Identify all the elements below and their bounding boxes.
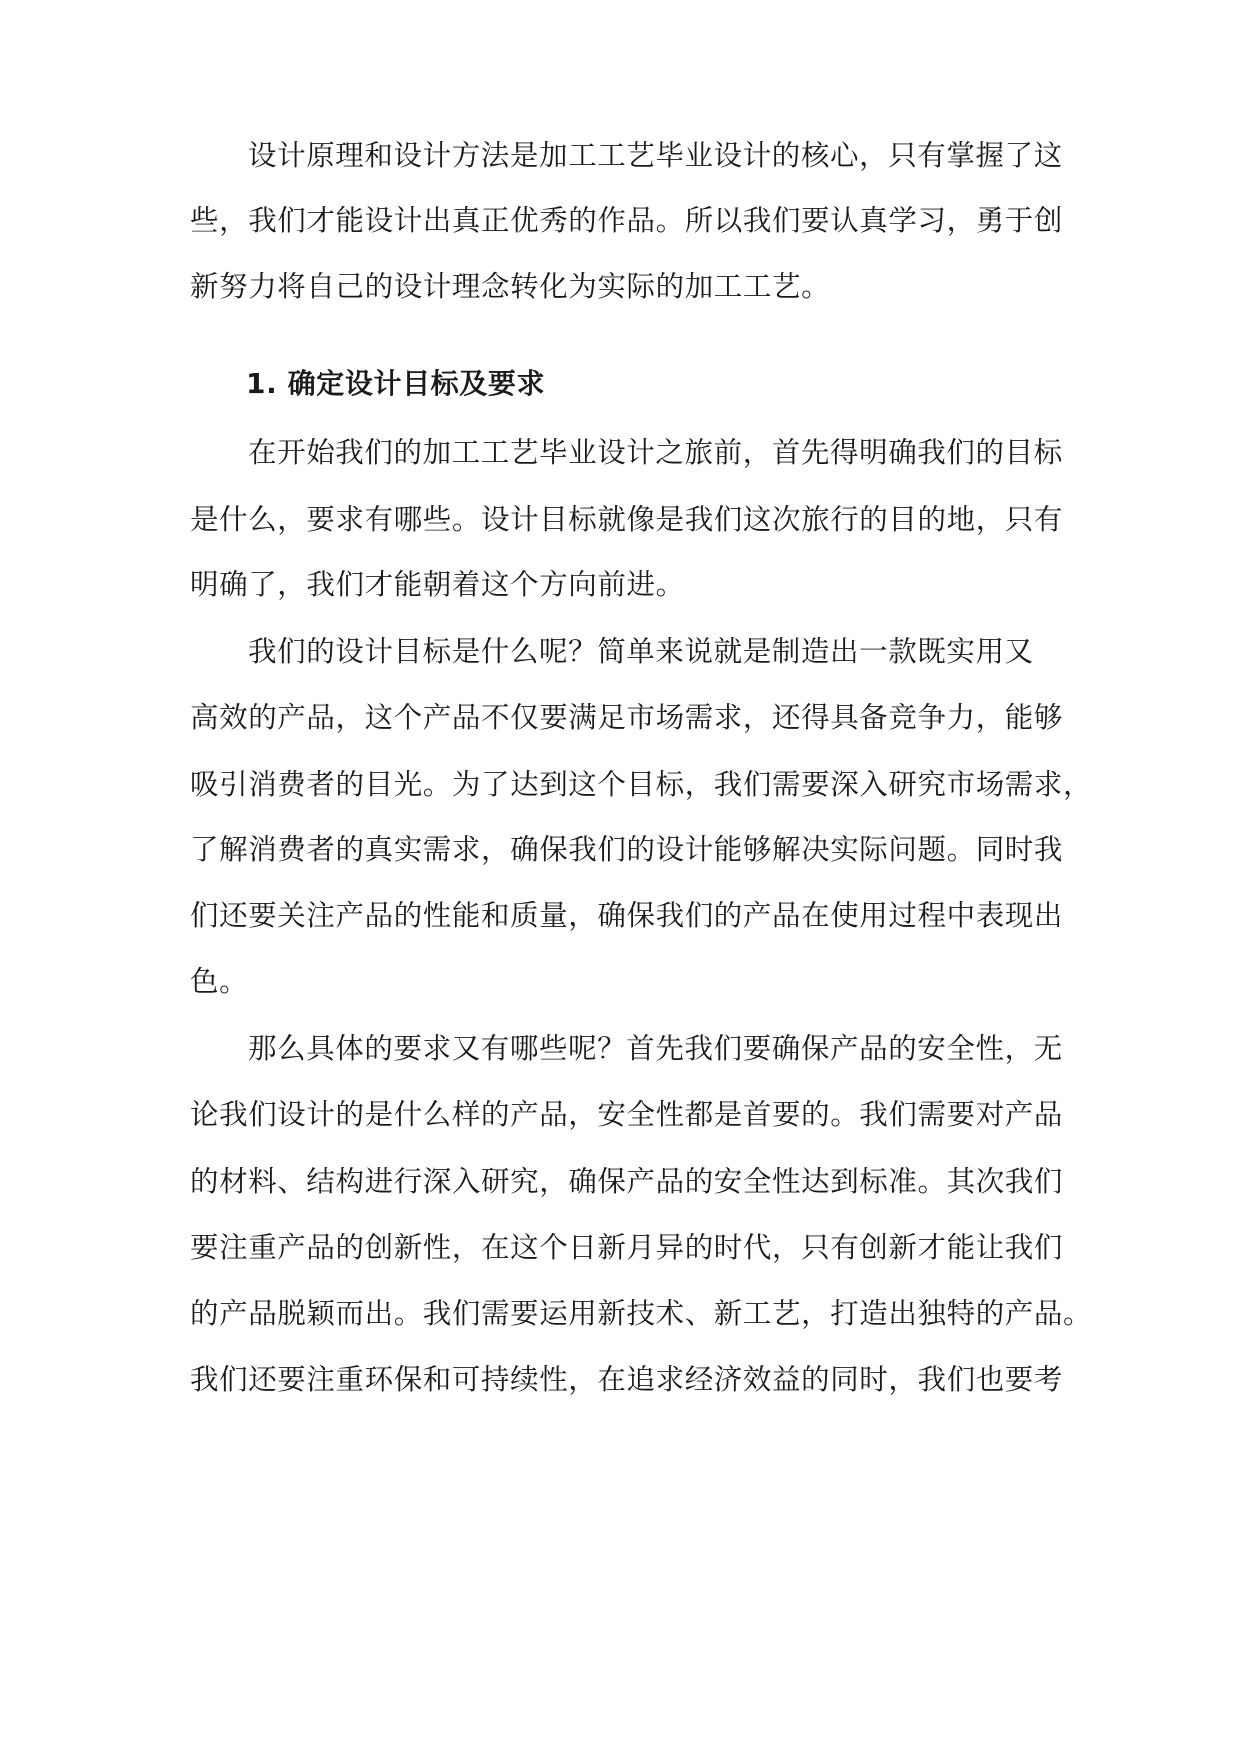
text-line: 要注重产品的创新性，在这个日新月异的时代，只有创新才能让我们	[190, 1231, 1064, 1264]
text-line: 色。	[190, 965, 249, 998]
section-heading: 1. 确定设计目标及要求	[246, 367, 546, 400]
text-line: 的材料、结构进行深入研究，确保产品的安全性达到标准。其次我们	[190, 1165, 1064, 1198]
text-line: 些，我们才能设计出真正优秀的作品。所以我们要认真学习，勇于创	[190, 204, 1064, 237]
text-line: 我们还要注重环保和可持续性，在追求经济效益的同时，我们也要考	[190, 1363, 1064, 1396]
text-line: 们还要关注产品的性能和质量，确保我们的产品在使用过程中表现出	[190, 899, 1064, 932]
text-line: 高效的产品，这个产品不仅要满足市场需求，还得具备竞争力，能够	[190, 701, 1064, 734]
text-line: 在开始我们的加工工艺毕业设计之旅前，首先得明确我们的目标	[248, 436, 1063, 469]
text-line: 设计原理和设计方法是加工工艺毕业设计的核心，只有掌握了这	[248, 139, 1063, 172]
text-line: 那么具体的要求又有哪些呢？首先我们要确保产品的安全性，无	[248, 1032, 1063, 1065]
text-line: 是什么，要求有哪些。设计目标就像是我们这次旅行的目的地，只有	[190, 503, 1064, 536]
text-line: 我们的设计目标是什么呢？简单来说就是制造出一款既实用又	[248, 635, 1034, 668]
text-line: 论我们设计的是什么样的产品，安全性都是首要的。我们需要对产品	[190, 1098, 1064, 1131]
text-line: 了解消费者的真实需求，确保我们的设计能够解决实际问题。同时我	[190, 833, 1064, 866]
text-line: 吸引消费者的目光。为了达到这个目标，我们需要深入研究市场需求，	[190, 768, 1093, 801]
text-line: 明确了，我们才能朝着这个方向前进。	[190, 568, 685, 601]
text-line: 新努力将自己的设计理念转化为实际的加工工艺。	[190, 270, 831, 303]
text-line: 的产品脱颖而出。我们需要运用新技术、新工艺，打造出独特的产品。	[190, 1297, 1093, 1330]
